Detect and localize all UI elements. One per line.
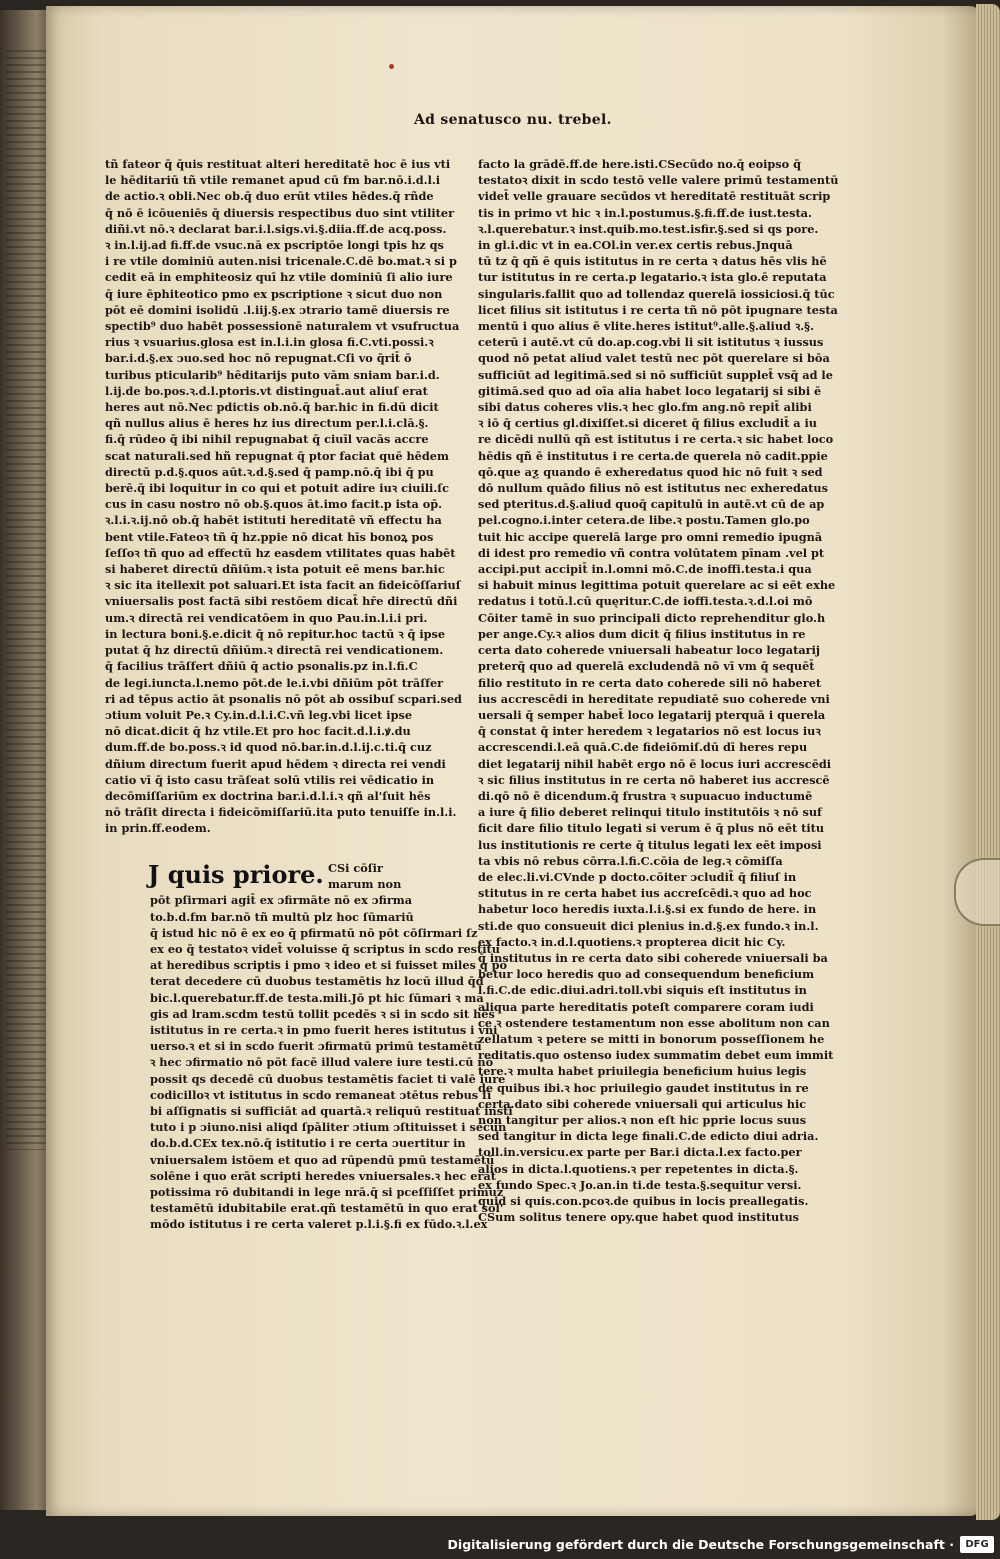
text-line: quid si quis.con.pcoꝛ.de quibus in locis preallegatis.	[478, 1194, 809, 1208]
text-line: uersali q̄ semper habet̄ loco legatarij pterquā i querela	[478, 707, 826, 722]
text-line: do.b.d.CEx tex.nō.q̄ istitutio i re certa ɔuertitur in	[150, 1136, 466, 1151]
text-line: pōt eē domini isolidū .l.iij.§.ex ɔtrario tamē diuersis re	[105, 302, 450, 317]
text-line: directū p.d.§.quos aūt.ꝛ.d.§.sed q̄ pamp.nō.q̄ ibi q̄ pu	[105, 464, 434, 479]
text-line: i re vtile dominiū auten.nisi tricenale.C.dē bo.mat.ꝛ si p	[105, 254, 457, 269]
text-line: ficit dare filio titulo legati si verum ē q̄ plus nō eēt titu	[478, 821, 825, 836]
text-line: accrescendi.l.eā quā.C.de fideiōmiſ.dū dī heres repu	[478, 740, 808, 755]
text-line: testatoꝛ dixit in scdo testō velle valere primū testamentū	[478, 173, 839, 188]
text-line: vniuersalis post factā sibi restōem dicat̄ hr̄e directū dñi	[105, 594, 458, 609]
text-line: istitutus in re certa.ꝛ in pmo fuerit heres istitutus i vni	[150, 1023, 498, 1038]
text-line: redatus i totū.l.cū quęritur.C.de ioffi.testa.ꝛ.d.l.oi mō	[478, 594, 813, 609]
text-line: vniuersalem istōem et quo ad rūpendū pmū testamētū	[150, 1152, 495, 1167]
text-line: betur loco heredis quo ad consequendum beneficium	[478, 967, 815, 982]
text-line: ex facto.ꝛ in.d.l.quotiens.ꝛ propterea dicit hic Cy.	[478, 934, 786, 949]
text-line: hēdis qñ ē institutus i re certa.de querela nō cadit.ppie	[478, 448, 828, 463]
text-line: cedit eā in emphiteosiz quī hz vtile dominiū ſi alio iure	[105, 270, 453, 285]
text-line: at heredibus scriptis i pmo ꝛ ideo et si fuisset miles q po	[150, 958, 508, 973]
text-line: zellatum ꝛ petere se mitti in bonorum posseſſionem he	[478, 1031, 825, 1046]
text-line: ꝛ in.l.ij.ad fi.ff.de vsuc.nā ex pscriptōe longi tpis hz qs	[105, 238, 444, 253]
text-line: aliqua parte hereditatis poteſt comparere coram iudi	[478, 999, 814, 1014]
section-initial-heading: J quis priore.	[148, 860, 324, 889]
text-line: uerso.ꝛ et si in scdo fuerit ɔfirmatū primū testamētū	[150, 1039, 482, 1054]
text-line: singularis.fallit quo ad tollendaz querelā iossiciosi.q̄ tūc	[478, 286, 835, 301]
text-line: in gl.i.dic vt in ea.COl.in ver.ex certis rebus.Jnquā	[478, 238, 793, 253]
text-line: CSi cōſir	[328, 861, 383, 875]
text-line: licet filius sit istitutus i re certa tñ nō pōt ipugnare testa	[478, 302, 838, 317]
text-line: ex fundo Spec.ꝛ Jo.an.in ti.de testa.§.sequitur versi.	[478, 1177, 802, 1192]
text-line: possit qs decedē cū duobus testamētis faciet ti valē iure	[150, 1071, 506, 1086]
text-line: si habuit minus legittima potuit querelare ac si eēt exhe	[478, 578, 836, 593]
text-line: diñi.vt nō.ꝛ declarat bar.i.l.sigs.vi.§.diia.ff.de acq.poss.	[105, 221, 447, 236]
facing-page-edge	[0, 10, 52, 1510]
text-line: catio vī q̄ isto casu trāſeat solū vtilis rei vēdicatio in	[105, 772, 435, 787]
text-line: CSum solitus tenere opy.que habet quod institutus	[478, 1210, 800, 1225]
text-line: mōdo istitutus i re certa valeret p.l.i.§.fi ex fūdo.ꝛ.l.ex	[150, 1217, 488, 1232]
text-line: codicilloꝛ vt istitutus in scdo remaneat ɔtētus rebus ſi	[150, 1087, 492, 1102]
text-line: ceterū i autē.vt cū do.ap.cog.vbi li sit istitutus ꝛ iussus	[478, 335, 824, 350]
text-line: certa dato coherede vniuersali habeatur loco legatarij	[478, 643, 820, 658]
text-line: q̄ facilius trāſfert dñiū q̄ actio psonalis.pz in.l.fi.C	[105, 659, 418, 674]
left-column-bottom	[150, 860, 513, 1233]
text-line: bic.l.querebatur.ff.de testa.mili.Jō pt hic ſūmari ꝛ ma	[150, 990, 484, 1005]
text-line: ꝛ sic ita itellexit pot saluari.Et ista facit an fideicōſſariuſ	[105, 578, 461, 593]
text-line: l.ij.de bo.pos.ꝛ.d.l.ptoris.vt distinguat̄.aut aliuſ erat	[105, 383, 428, 398]
text-line: tis in primo vt hic ꝛ in.l.postumus.§.fi.ff.de iust.testa.	[478, 205, 812, 220]
text-line: q̄ institutus in re certa dato sibi coherede vniuersali ba	[478, 950, 828, 965]
text-line: facto la grādē.ff.de here.isti.CSecūdo no.q̄ eoipso q̄	[478, 157, 802, 171]
text-line: preterq̄ quo ad querelā excludendā nō vī vm q̄ sequēt̄	[478, 659, 815, 674]
text-line: filio restituto in re certa dato coherede sili nō haberet	[478, 675, 822, 690]
text-line: decōmiſſariūm ex doctrina bar.i.d.l.i.ꝛ qñ al'ſuit hēs	[105, 788, 431, 803]
text-line: diet legatarij nihil habēt ergo nō ē locus iuri accrescēdi	[478, 756, 832, 771]
text-line: re dicēdi nullū qñ est istitutus i re certa.ꝛ sic habet loco	[478, 432, 834, 447]
text-line: sti.de quo consueuit dici plenius in.d.§.ex fundo.ꝛ in.l.	[478, 918, 819, 933]
text-line: solēne i quo erāt scripti heredes vniuersales.ꝛ hec erat	[150, 1168, 496, 1183]
text-line: bar.i.d.§.ex ɔuo.sed hoc nō repugnat.Cſi vo q̄rit̄ ō	[105, 351, 412, 366]
text-line: nō trāſit directa i fideicōmiſſariū.ita puto tenuiſſe in.l.i.	[105, 805, 457, 820]
page-clip-tab	[954, 858, 1000, 926]
text-line: de actio.ꝛ obli.Nec ob.q̄ duo erūt vtiles hēdes.q̄ rñde	[105, 189, 434, 204]
text-line: per ange.Cy.ꝛ alios dum dicit q̄ filius institutus in re	[478, 626, 806, 641]
text-line: gis ad lram.scdm testū tollit pcedēs ꝛ si in scdo sit hēs	[150, 1006, 495, 1021]
text-line: gitimā.sed quo ad oīa alia habet loco legatarij si sibi ē	[478, 383, 822, 398]
text-line: ſeſſoꝛ tñ quo ad effectū hz easdem vtilitates quas habēt	[105, 545, 456, 560]
text-line: pel.cogno.i.inter cetera.de libe.ꝛ postu.Tamen glo.po	[478, 513, 810, 528]
text-line: di idest pro remedio vñ contra volūtatem pīnam .vel pt	[478, 545, 825, 560]
text-line: ꝛ sic filius institutus in re certa nō haberet ius accrescē	[478, 772, 830, 787]
page-fore-edge	[976, 4, 1000, 1520]
text-line: tñ fateor q̄ q̄uis restituat alteri hereditatē hoc ē ius vti	[105, 157, 451, 171]
text-line: tere.ꝛ multa habet priuilegia beneficium huius legis	[478, 1064, 807, 1079]
text-line: ꝛ hec ɔfirmatio nō pōt facē illud valere iure testi.cū nō	[150, 1055, 494, 1070]
text-line: q̄ iure ēphiteotico pmo ex pscriptione ꝛ sicut duo non	[105, 286, 443, 301]
text-line: putat q̄ hz directū dñiūm.ꝛ directā rei vendicationem.	[105, 643, 444, 658]
text-line: ꝛ iō q̄ certius gl.dixiſſet.si diceret q̄ filius excludit̄ a iu	[478, 416, 817, 431]
text-line: sed pteritus.d.§.aliud quoq̄ capitulū in autē.vt cū de ap	[478, 497, 825, 512]
text-line: ius accrescēdi in hereditate repudiatē suo coherede vni	[478, 691, 830, 706]
text-line: cus in casu nostro nō ob.§.quos āt.imo facit.p ista op̄.	[105, 497, 443, 512]
text-line: ɔtium voluit Pe.ꝛ Cy.in.d.l.i.C.vñ leg.vbi licet ipse	[105, 707, 413, 722]
text-line: sed tangitur in dicta lege finali.C.de edicto diui adria.	[478, 1129, 819, 1144]
text-line: pōt pſirmari agit̄ ex ɔfirmāte nō ex ɔfirma	[150, 893, 413, 908]
text-line: q̄ constat q̄ inter heredem ꝛ legatarios nō est locus iuꝛ	[478, 724, 821, 739]
rubric-dot	[389, 64, 394, 69]
text-line: sufficiūt ad legitimā.sed si nō sufficiūt supplet̄ vsq̄ ad le	[478, 367, 833, 382]
text-line: berē.q̄ ibi loquitur in co qui et potuit adire iuꝛ ciuili.ſc	[105, 481, 450, 496]
text-line: quod nō petat aliud valet testū nec pōt querelare si bōa	[478, 351, 830, 366]
text-line: si haberet directū dñiūm.ꝛ ista potuit eē mens bar.hic	[105, 562, 445, 577]
text-line: ri ad tēpus actio āt psonalis nō pōt ab ossibuſ scpari.sed	[105, 691, 462, 706]
text-line: heres aut nō.Nec pdictis ob.nō.q̄ bar.hic in fi.dū dicit	[105, 400, 439, 415]
text-line: videt̄ velle grauare secūdos vt hereditatē restituāt scrip	[478, 189, 831, 204]
text-line: in prin.ff.eodem.	[105, 821, 211, 836]
text-line: ce ꝛ ostendere testamentum non esse abolitum non can	[478, 1015, 830, 1030]
text-line: scat naturali.sed hñ repugnat q̄ ptor faciat quē hēdem	[105, 448, 449, 463]
text-line: um.ꝛ directā rei vendicatōem in quo Pau.in.l.i.i pri.	[105, 610, 428, 625]
text-line: habetur loco heredis iuxta.l.i.§.si ex fundo de here. in	[478, 902, 817, 917]
text-line: tuto i p ɔiuno.nisi aliqd ſpāliter ɔtium ɔſtituisset i secun	[150, 1120, 507, 1135]
right-column	[478, 156, 839, 1225]
text-line: marum non	[328, 877, 402, 892]
text-line: stitutus in re certa habet ius accreſcēdi.ꝛ quo ad hoc	[478, 886, 812, 901]
text-line: reditatis.quo ostenso iudex summatim debet eum immit	[478, 1048, 834, 1063]
text-line: le hēditariū tñ vtile remanet apud cū fm bar.nō.i.d.l.i	[105, 173, 441, 188]
text-line: toll.in.versicu.ex parte per Bar.i dicta.l.ex facto.per	[478, 1145, 802, 1160]
text-line: ta vbis nō rebus cōrra.l.fi.C.cōia de leg.ꝛ cōmiſſa	[478, 853, 783, 868]
text-line: potissima rō dubitandi in lege nrā.q̄ si pceſſiſſet primuz	[150, 1185, 504, 1200]
text-line: ꝛ.l.i.ꝛ.ij.nō ob.q̄ habēt istituti hereditatē vñ effectu ha	[105, 513, 442, 528]
text-line: di.qō nō ē dicendum.q̄ frustra ꝛ supuacuo inductumē	[478, 788, 813, 803]
text-line: nō dicat.dicit q̄ hz vtile.Et pro hoc facit.d.l.i.ꝟ.du	[105, 724, 411, 739]
text-line: q̄ istud hic nō ē ex eo q̄ pfirmatū nō pōt cōſirmari ſz	[150, 925, 478, 940]
text-line: bent vtile.Fateoꝛ tñ q̄ hz.ppie nō dicat hīs bonoꝝ pos	[105, 529, 434, 544]
text-line: qō.que aƺ quando ē exheredatus quod hic nō fuit ꝛ sed	[478, 464, 823, 479]
text-line: fi.q̄ rūdeo q̄ ibi nihil repugnabat q̄ ciuīl vacās accre	[105, 432, 429, 447]
text-line: sibi datus coheres vlis.ꝛ hec glo.fm ang.nō repit̄ alibi	[478, 400, 812, 415]
running-head: Ad senatusco nu. trebel.	[414, 112, 612, 128]
text-line: ꝛ.l.querebatur.ꝛ inst.quib.mo.test.isfir.§.sed si qs pore.	[478, 221, 819, 236]
text-line: certa.dato sibi coherede vniuersali qui articulus hic	[478, 1096, 807, 1111]
left-column-top	[105, 156, 462, 837]
footer-bar	[0, 1531, 1000, 1559]
text-line: tuit hic accipe querelā large pro omni remedio ipugnā	[478, 529, 823, 544]
text-line: q̄ nō ē icōueniēs q̄ diuersis respectibus duo sint vtiliter	[105, 205, 455, 220]
text-line: mentū i quo alius ē vlite.heres istitut⁹.alle.§.aliud ꝛ.§.	[478, 319, 815, 334]
text-line: Cōiter tamē in suo principali dicto reprehenditur glo.h	[478, 610, 826, 625]
text-line: de elec.li.vi.CVnde p docto.cōiter ɔcludit̄ q̄ filiuſ in	[478, 869, 797, 884]
text-line: testamētū idubitabile erat.qñ testamētū in quo erat sol'	[150, 1201, 504, 1216]
text-line: tur istitutus in re certa.p legatario.ꝛ ista glo.ē reputata	[478, 270, 827, 285]
text-line: accipi.put accipit̄ in.l.omni mō.C.de inoffi.testa.i qua	[478, 562, 812, 577]
text-line: dō nullum quādo filius nō est istitutus nec exheredatus	[478, 481, 828, 496]
text-line: lus institutionis re certe q̄ titulus legati lex eēt imposi	[478, 837, 822, 852]
text-line: in lectura boni.§.e.dicit q̄ nō repitur.hoc tactū ꝛ q̄ ipse	[105, 626, 446, 641]
text-line: bi aſſignatis si sufficiāt ad quartā.ꝛ reliquū restituat insti	[150, 1104, 513, 1119]
text-line: tū tz q̄ qñ ē quis istitutus in re certa ꝛ datus hēs vlis hē	[478, 254, 827, 269]
text-line: spectib⁹ duo habēt possessionē naturalem vt vsufructua	[105, 319, 460, 334]
text-line: dum.ff.de bo.poss.ꝛ id quod nō.bar.in.d.l.ij.c.ti.q̄ cuz	[105, 740, 432, 755]
text-line: to.b.d.fm bar.nō tñ multū plz hoc ſūmariū	[150, 909, 414, 924]
text-line: a iure q̄ filio deberet relinqui titulo institutōis ꝛ nō suf	[478, 805, 822, 820]
facing-page-text-bleed	[6, 50, 46, 1150]
text-line: terat decedere cū duobus testamētis hz locū illud q̄d	[150, 974, 484, 989]
text-line: l.fi.C.de edic.diui.adri.toll.vbi siquis eſt institutus in	[478, 983, 807, 998]
text-line: turibus pticularib⁹ hēditarijs puto vām sniam bar.i.d.	[105, 367, 440, 382]
text-line: rius ꝛ vsuarius.glosa est in.l.i.in glosa fi.C.vti.possi.ꝛ	[105, 335, 434, 350]
funding-credit: Digitalisierung gefördert durch die Deutsche Forschungsgemeinschaft ·	[447, 1537, 954, 1552]
dfg-logo: DFG	[960, 1536, 994, 1553]
text-line: de quibus ibi.ꝛ hoc priuilegio gaudet institutus in re	[478, 1080, 809, 1095]
text-line: qñ nullus alius ē heres hz ius directum per.l.i.clā.§.	[105, 416, 429, 431]
text-line: dñium directum fuerit apud hēdem ꝛ directa rei vendi	[105, 756, 446, 771]
text-line: alios in dicta.l.quotiens.ꝛ per repetentes in dicta.§.	[478, 1161, 799, 1176]
text-line: non tangitur per alios.ꝛ non eſt hic pprie locus suus	[478, 1112, 807, 1127]
text-line: de legi.iuncta.l.nemo pōt.de le.i.vbi dñiūm pōt trāſfer	[105, 675, 444, 690]
text-line: ex eo q̄ testatoꝛ videt̄ voluisse q̄ scriptus in scdo restitu	[150, 942, 500, 957]
